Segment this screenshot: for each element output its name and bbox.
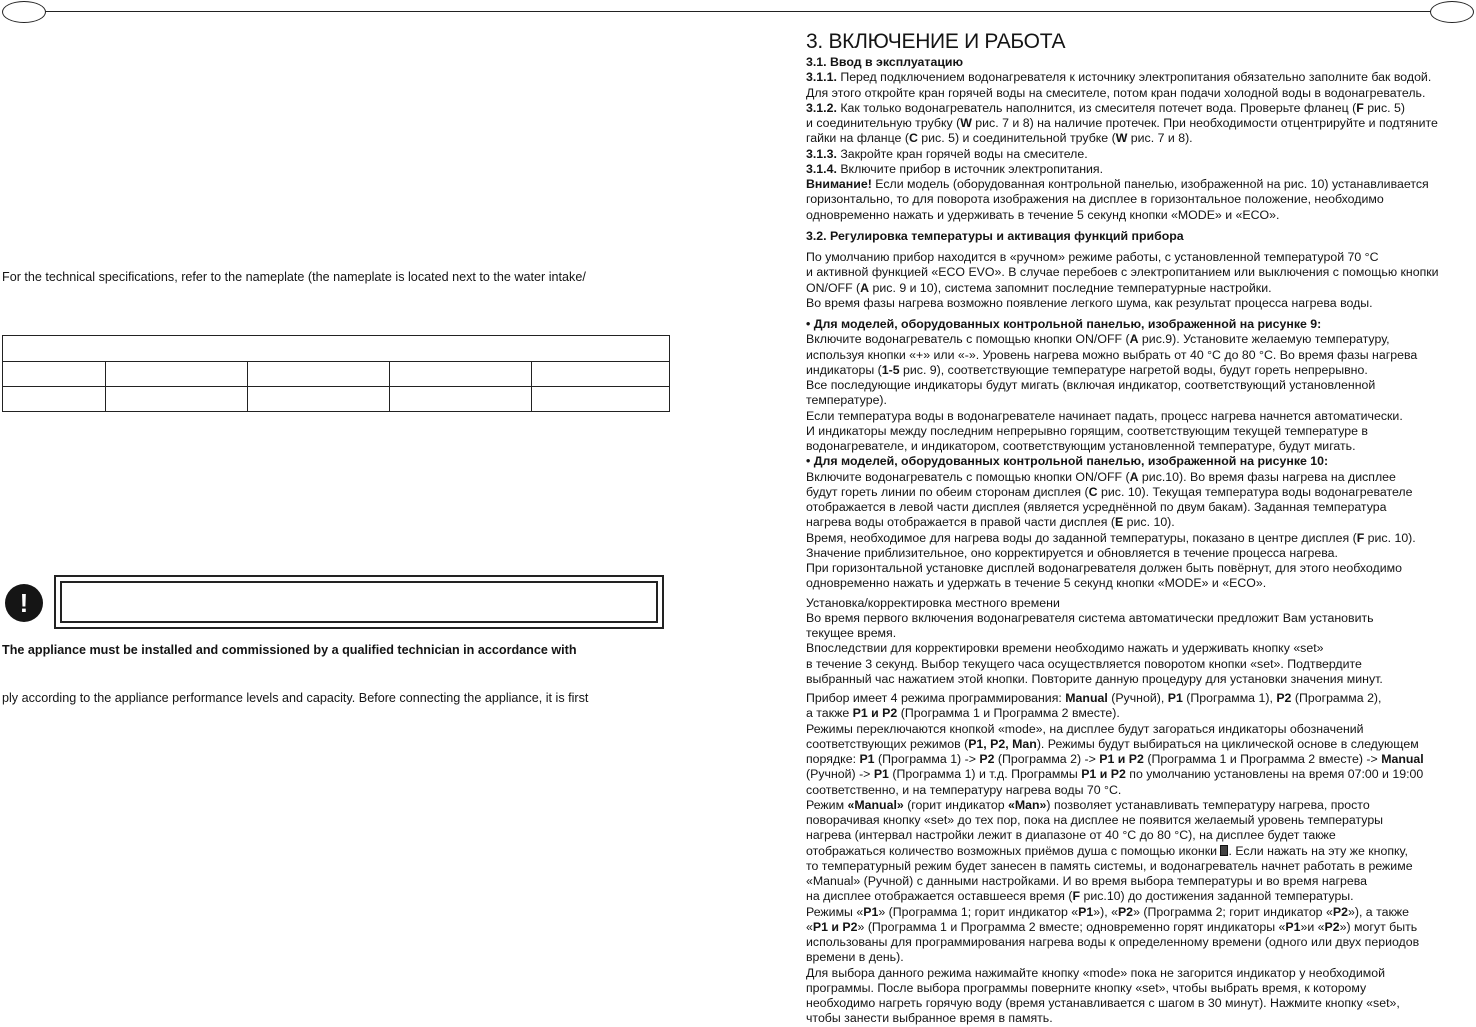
- table-header-row: [3, 336, 670, 362]
- tech-spec-table: [2, 335, 670, 412]
- heading-text: • Для моделей, оборудованных контрольной панелью, изображенной на рисунке 9:: [806, 317, 1322, 331]
- attention-line: [806, 177, 1472, 192]
- text-run: Включите прибор в источник электропитания.: [836, 161, 1104, 176]
- table-cell: [3, 336, 670, 362]
- text-run: по умолчанию установлены на время 07:00 и 19:00: [1125, 767, 1424, 782]
- paragraph-line: времени в день).: [806, 950, 904, 965]
- text-run: (Программа 1 и Программа 2 вместе).: [897, 706, 1120, 721]
- paragraph-line: использованы для программирования нагрева воды к определенному времени (одного или двух периодов: [806, 935, 1420, 949]
- mode-name: P2: [1332, 904, 1348, 919]
- paragraph-line: выбранный час нажатием этой кнопки. Повторите данную процедуру для установки значения минут.: [806, 671, 1383, 686]
- text-run: рис. 10).: [1123, 515, 1175, 530]
- mode-name: P1 и P2: [1099, 752, 1144, 766]
- mode-name: Manual: [1381, 752, 1424, 766]
- paragraph-line: [806, 798, 1472, 813]
- paragraph-line: [806, 162, 1472, 177]
- table-cell: [532, 387, 670, 412]
- page-header-rule: [24, 11, 1452, 12]
- install-warning-line: The appliance must be installed and commissioned by a qualified technician in accordance with: [2, 643, 577, 657]
- mode-name: «Manual»: [847, 797, 904, 812]
- text-run: »), «: [1093, 904, 1118, 919]
- table-cell: [248, 362, 390, 387]
- text-run: индикаторы (: [806, 362, 882, 377]
- paragraph-line: [806, 889, 1472, 904]
- text-run: Включите водонагреватель с помощью кнопки ON/OFF (: [806, 332, 1130, 347]
- text-run: Прибор имеет 4 режима программирования:: [806, 691, 1066, 705]
- paragraph-line: температуре).: [806, 393, 887, 408]
- text-run: а также: [806, 706, 853, 721]
- paragraph-line: [806, 767, 1472, 782]
- table-row: [3, 362, 670, 387]
- paragraph-line: необходимо нагреть горячую воду (время устанавливается с шагом в 30 минут). Нажмите кнопку «set»,: [806, 996, 1400, 1010]
- mode-name: Manual: [1065, 691, 1108, 705]
- text-run: Включите водонагреватель с помощью кнопки ON/OFF (: [806, 469, 1130, 484]
- text-run: рис. 7 и 8) на наличие протечек. При необходимости отцентрируйте и подтяните: [971, 116, 1438, 130]
- paragraph-line: И индикаторы между последним непрерывно горящим, соответствующим текущей температуре в: [806, 423, 1368, 438]
- warning-icon: !: [5, 584, 43, 622]
- time-setting-heading: Установка/корректировка местного времени: [806, 595, 1060, 610]
- item-number: 3.1.4.: [806, 161, 837, 176]
- paragraph-line: [806, 691, 1472, 706]
- text-run: (Ручной),: [1107, 691, 1168, 705]
- text-run: рис. 9), соответствующие температуре нагретой воды, будут гореть непрерывно.: [899, 362, 1368, 377]
- figure-ref: F: [1072, 889, 1081, 904]
- section-3-column: [806, 30, 1472, 1027]
- paragraph-line: Для этого откройте кран горячей воды на смесителе, потом кран подачи холодной воды в водонагреватель.: [806, 85, 1426, 100]
- model-10-heading: [806, 454, 1472, 469]
- text-run: рис. 10).: [1364, 530, 1416, 545]
- paragraph-line: [806, 101, 1472, 116]
- text-run: Перед подключением водонагревателя к источнику электропитания обязательно заполните бак водой.: [836, 70, 1432, 85]
- paragraph-line: [806, 281, 1472, 296]
- paragraph-line: в течение 3 секунд. Выбор текущего часа осуществляется поворотом кнопки «set». Подтвердите: [806, 656, 1362, 671]
- figure-ref: C: [908, 131, 918, 146]
- text-run: » (Программа 2; горит индикатор «: [1133, 904, 1333, 919]
- figure-ref: 1-5: [881, 362, 900, 377]
- paragraph-line: одновременно нажать и удерживать в течение 5 секунд кнопки «MODE» и «ECO».: [806, 207, 1280, 222]
- heading-text: 3.2. Регулировка температуры и активация функций прибора: [806, 228, 1184, 243]
- paragraph-line: одновременно нажать и удержать в течение 5 секунд кнопки «MODE» и «ECO».: [806, 576, 1267, 591]
- paragraph-line: отображается в левой части дисплея (является усреднённой по двум бакам). Заданная температура: [806, 500, 1387, 514]
- text-run: Закройте кран горячей воды на смесителе.: [836, 146, 1088, 161]
- text-run: гайки на фланце (: [806, 131, 909, 146]
- text-run: на дисплее отображается оставшееся время (: [806, 889, 1073, 904]
- paragraph-line: Значение приблизительное, оно корректируется и обновляется в течение процесса нагрева.: [806, 545, 1338, 560]
- mode-name: P1, P2, Man: [968, 736, 1037, 751]
- paragraph-line: Если температура воды в водонагревателе начинает падать, процесс нагрева начнется автоматически.: [806, 408, 1403, 423]
- paragraph-line: [806, 752, 1472, 767]
- text-run: «: [806, 919, 813, 934]
- text-run: отображаться количество возможных приёмов душа с помощью иконки: [806, 843, 1221, 858]
- text-run: порядке:: [806, 752, 860, 766]
- text-run: Режим: [806, 797, 848, 812]
- paragraph-line: [806, 131, 1472, 146]
- table-cell: [390, 387, 532, 412]
- mode-name: P2: [1117, 904, 1134, 919]
- text-run: » (Программа 1; горит индикатор «: [878, 904, 1079, 919]
- text-run: (Ручной) ->: [806, 767, 874, 782]
- figure-ref: W: [1115, 131, 1128, 146]
- paragraph-line: используя кнопки «+» или «-». Уровень нагрева можно выбрать от 40 °С до 80 °С. Во время фазы нагрева: [806, 347, 1418, 362]
- text-run: рис. 5) и соединительной трубке (: [917, 131, 1116, 146]
- figure-ref: A: [1129, 469, 1139, 484]
- mode-name: P2: [979, 752, 995, 766]
- tech-spec-line: For the technical specifications, refer to the nameplate (the nameplate is located next to the water intake/: [2, 270, 586, 284]
- text-run: соответствующих режимов (: [806, 736, 969, 751]
- mode-name: P1: [1285, 919, 1301, 934]
- mode-name: P1: [863, 904, 879, 919]
- text-run: рис.10). Во время фазы нагрева на дисплее: [1138, 469, 1396, 484]
- paragraph-line: [806, 363, 1472, 378]
- figure-ref: C: [1088, 484, 1098, 499]
- text-run: Время, необходимое для нагрева воды до заданной температуры, показано в центре дисплея (: [806, 530, 1357, 545]
- paragraph-line: текущее время.: [806, 626, 897, 640]
- paragraph-line: Все последующие индикаторы будут мигать (включая индикатор, соответствующий установленной: [806, 378, 1376, 392]
- paragraph-line: [806, 515, 1472, 530]
- paragraph-line: [806, 470, 1472, 485]
- warning-box-inner: [60, 581, 658, 623]
- text-run: (Программа 1) и т.д. Программы: [888, 767, 1082, 782]
- paragraph-line: Во время фазы нагрева возможно появление легкого шума, как результат процесса нагрева воды.: [806, 295, 1373, 310]
- paragraph-line: При горизонтальной установке дисплей водонагревателя должен быть повёрнут, для этого необходимо: [806, 561, 1402, 575]
- text-run: (Программа 1 и Программа 2 вместе) ->: [1143, 752, 1382, 766]
- mode-name: P1: [1167, 691, 1183, 705]
- text-run: рис.9). Установите желаемую температуру,: [1138, 332, 1390, 347]
- text-run: (Программа 1),: [1182, 691, 1277, 705]
- mode-name: P2: [1324, 919, 1340, 934]
- paragraph-line: Впоследствии для корректировки времени необходимо нажать и удерживать кнопку «set»: [806, 641, 1324, 656]
- paragraph-line: соответственно, и на температуру нагрева воды 70 °С.: [806, 782, 1122, 797]
- figure-ref: F: [1356, 530, 1365, 545]
- paragraph-line: Режимы переключаются кнопкой «mode», на дисплее будут загораться индикаторы обозначений: [806, 721, 1364, 736]
- paragraph-line: [806, 706, 1472, 721]
- paragraph-line: [806, 905, 1472, 920]
- table-cell: [390, 362, 532, 387]
- mode-name: P1: [859, 752, 875, 766]
- text-run: »), а также: [1347, 904, 1410, 919]
- text-run: (Программа 2) ->: [994, 752, 1100, 766]
- subsection-heading-3-2: [806, 229, 1472, 244]
- text-run: рис.10) до достижения заданной температуры.: [1080, 889, 1354, 904]
- text-run: рис. 10). Текущая температура воды водонагревателе: [1097, 484, 1413, 499]
- table-cell: [248, 387, 390, 412]
- text-run: будут гореть линии по обеим сторонам дисплея (: [806, 484, 1089, 499]
- figure-ref: W: [960, 116, 972, 130]
- paragraph-line: то температурный режим будет занесен в память системы, и водонагреватель начнет работать в режиме: [806, 858, 1413, 873]
- text-run: ON/OFF (: [806, 280, 861, 295]
- text-run: рис. 9 и 10), система запомнит последние температурные настройки.: [869, 280, 1272, 295]
- text-run: Как только водонагреватель наполнится, из смесителя потечет вода. Проверьте фланец (: [836, 100, 1357, 115]
- heading-text: 3.1. Ввод в эксплуатацию: [806, 55, 964, 69]
- text-run: ») могут быть: [1339, 919, 1418, 934]
- paragraph-line: [806, 844, 1472, 859]
- paragraph-line: «Manual» (Ручной) с данными настройками. И во время выбора температуры и во время нагрева: [806, 874, 1368, 888]
- section-title: 3. ВКЛЮЧЕНИЕ И РАБОТА: [806, 30, 1066, 53]
- paragraph-line: [806, 116, 1472, 131]
- table-cell: [3, 362, 106, 387]
- text-run: рис. 7 и 8).: [1127, 131, 1193, 146]
- figure-ref: E: [1115, 515, 1124, 530]
- mode-name: P1 и P2: [852, 706, 898, 721]
- figure-ref: A: [1129, 332, 1139, 347]
- warning-box: [54, 575, 664, 629]
- mode-name: P1: [873, 767, 889, 782]
- paragraph-line: [806, 920, 1472, 935]
- table-cell: [532, 362, 670, 387]
- mode-name: P1 и P2: [1081, 767, 1126, 782]
- mode-name: «Man»: [1008, 797, 1047, 812]
- text-run: и соединительную трубку (: [806, 116, 961, 130]
- paragraph-line: чтобы занести выбранное время в память.: [806, 1011, 1053, 1026]
- mode-name: P1 и P2: [812, 919, 858, 934]
- paragraph-line: [806, 531, 1472, 546]
- text-run: Режимы «: [806, 904, 864, 919]
- table-cell: [106, 362, 248, 387]
- figure-ref: A: [860, 280, 870, 295]
- page-number-oval-left: [2, 1, 46, 23]
- text-run: (горит индикатор: [903, 797, 1008, 812]
- text-run: ) позволяет устанавливать температуру нагрева, просто: [1046, 797, 1370, 812]
- paragraph-line: [806, 70, 1472, 85]
- paragraph-line: По умолчанию прибор находится в «ручном» режиме работы, с установленной температурой 70 °С: [806, 250, 1379, 264]
- text-run: ). Режимы будут выбираться на циклической основе в следующем: [1036, 736, 1419, 751]
- subsection-heading-3-1: [806, 55, 1472, 70]
- table-cell: [3, 387, 106, 412]
- text-run: »и «: [1300, 919, 1325, 934]
- paragraph-line: программы. После выбора программы поверните кнопку «set», чтобы выбрать время, к которому: [806, 980, 1367, 995]
- table-row: [3, 387, 670, 412]
- figure-ref: F: [1356, 100, 1364, 115]
- paragraph-line: водонагревателе, и индикатором, соответствующим установленной температуре, будут мигать.: [806, 439, 1356, 453]
- table-cell: [106, 387, 248, 412]
- text-run: рис. 5): [1363, 100, 1405, 115]
- paragraph-line: и активной функцией «ECO EVO». В случае перебоев с электропитанием или выключения с помощью кнопки: [806, 265, 1439, 280]
- text-run: (Программа 2),: [1291, 691, 1382, 705]
- attention-label: Внимание!: [806, 177, 872, 191]
- heading-text: • Для моделей, оборудованных контрольной панелью, изображенной на рисунке 10:: [806, 454, 1329, 469]
- paragraph-line: Во время первого включения водонагревателя система автоматически предложит Вам установить: [806, 610, 1374, 625]
- paragraph-line: горизонтально, то для поворота изображения на дисплее в горизонтальное положение, необходимо: [806, 192, 1384, 207]
- item-number: 3.1.2.: [806, 100, 837, 115]
- item-number: 3.1.3.: [806, 146, 837, 161]
- text-run: (Программа 1) ->: [874, 752, 980, 766]
- paragraph-line: Для выбора данного режима нажимайте кнопку «mode» пока не загорится индикатор у необходимой: [806, 965, 1385, 980]
- paragraph-line: [806, 485, 1472, 500]
- text-run: Если модель (оборудованная контрольной панелью, изображенной на рис. 10) устанавливается: [871, 177, 1429, 191]
- mode-name: P1: [1078, 904, 1094, 919]
- page-number-oval-right: [1430, 1, 1474, 23]
- text-run: » (Программа 1 и Программа 2 вместе; одновременно горят индикаторы «: [857, 919, 1286, 934]
- paragraph-line: нагрева (интервал настройки лежит в диапазоне от 40 °С до 80 °С), на дисплее будет также: [806, 828, 1336, 843]
- item-number: 3.1.1.: [806, 70, 837, 85]
- text-run: . Если нажать на эту же кнопку,: [1228, 843, 1408, 858]
- model-9-heading: [806, 317, 1472, 332]
- paragraph-line: поворачивая кнопку «set» до тех пор, пока на дисплее не появится желаемый уровень температуры: [806, 813, 1384, 827]
- paragraph-line: [806, 737, 1472, 752]
- paragraph-line: [806, 332, 1472, 347]
- mode-name: P2: [1276, 691, 1292, 705]
- install-note-line: ply according to the appliance performance levels and capacity. Before connecting the appliance, it is first: [2, 691, 589, 705]
- paragraph-line: [806, 147, 1472, 162]
- text-run: нагрева воды отображается в правой части дисплея (: [806, 515, 1115, 530]
